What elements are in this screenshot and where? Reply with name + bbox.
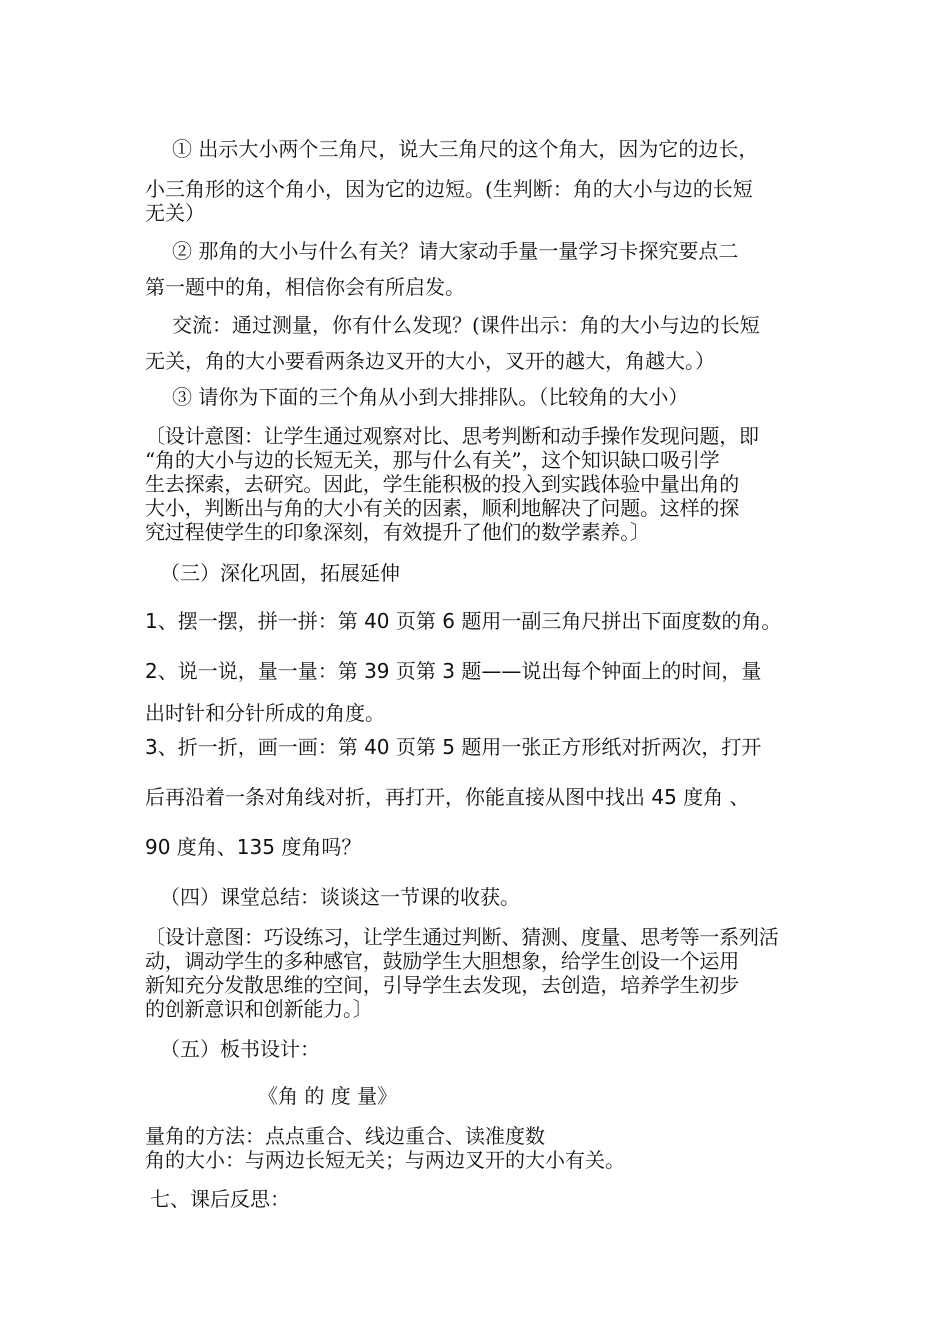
paragraph-line: ① 出示大小两个三角尺，说大三角尺的这个角大，因为它的边长， xyxy=(172,137,759,161)
paragraph-line: 交流：通过测量，你有什么发现？(课件出示：角的大小与边的长短 xyxy=(172,313,760,337)
design-intent-line: 究过程使学生的印象深刻，有效提升了他们的数学素养。〕 xyxy=(145,520,650,544)
paragraph-line: 小三角形的这个角小，因为它的边短。(生判断：角的大小与边的长短 xyxy=(145,177,753,201)
paragraph-line: ③ 请你为下面的三个角从小到大排排队。（比较角的大小） xyxy=(172,385,689,409)
design-intent-line: “角的大小与边的长短无关，那与什么有关”，这个知识缺口吸引学 xyxy=(145,448,720,472)
paragraph-line: 第一题中的角，相信你会有所启发。 xyxy=(145,275,465,299)
paragraph-line: 无关，角的大小要看两条边叉开的大小，叉开的越大，角越大。） xyxy=(145,349,715,373)
exercise-line: 出时针和分针所成的角度。 xyxy=(145,701,385,725)
exercise-line: 90 度角、135 度角吗？ xyxy=(145,835,362,859)
section-heading: （三）深化巩固，拓展延伸 xyxy=(160,561,400,585)
exercise-line: 后再沿着一条对角线对折，再打开，你能直接从图中找出 45 度角 、 xyxy=(145,785,750,809)
design-intent-line: 新知充分发散思维的空间，引导学生去发现，去创造，培养学生初步 xyxy=(145,973,739,997)
design-intent-line: 大小，判断出与角的大小有关的因素，顺利地解决了问题。这样的探 xyxy=(145,496,739,520)
board-line: 量角的方法：点点重合、线边重合、读准度数 xyxy=(145,1124,545,1148)
design-intent-line: 动，调动学生的多种感官，鼓励学生大胆想象，给学生创设一个运用 xyxy=(145,949,739,973)
board-title: 《角 的 度 量》 xyxy=(258,1084,398,1108)
exercise-line: 1、摆一摆，拼一拼：第 40 页第 6 题用一副三角尺拼出下面度数的角。 xyxy=(145,609,782,633)
paragraph-line: ② 那角的大小与什么有关？请大家动手量一量学习卡探究要点二 xyxy=(172,239,739,263)
exercise-line: 2、说一说，量一量：第 39 页第 3 题——说出每个钟面上的时间，量 xyxy=(145,659,762,683)
paragraph-line: 无关） xyxy=(145,201,205,225)
section-heading: （四）课堂总结：谈谈这一节课的收获。 xyxy=(160,885,520,909)
design-intent-line: 〔设计意图：让学生通过观察对比、思考判断和动手操作发现问题，即 xyxy=(145,424,759,448)
board-line: 角的大小：与两边长短无关；与两边叉开的大小有关。 xyxy=(145,1148,625,1172)
section-heading: （五）板书设计： xyxy=(160,1037,320,1061)
design-intent-line: 的创新意识和创新能力。〕 xyxy=(145,997,373,1021)
design-intent-line: 〔设计意图：巧设练习，让学生通过判断、猜测、度量、思考等一系列活 xyxy=(145,925,779,949)
exercise-line: 3、折一折，画一画：第 40 页第 5 题用一张正方形纸对折两次，打开 xyxy=(145,735,762,759)
design-intent-line: 生去探索，去研究。因此，学生能积极的投入到实践体验中量出角的 xyxy=(145,472,739,496)
section-heading: 七、课后反思： xyxy=(150,1187,290,1211)
